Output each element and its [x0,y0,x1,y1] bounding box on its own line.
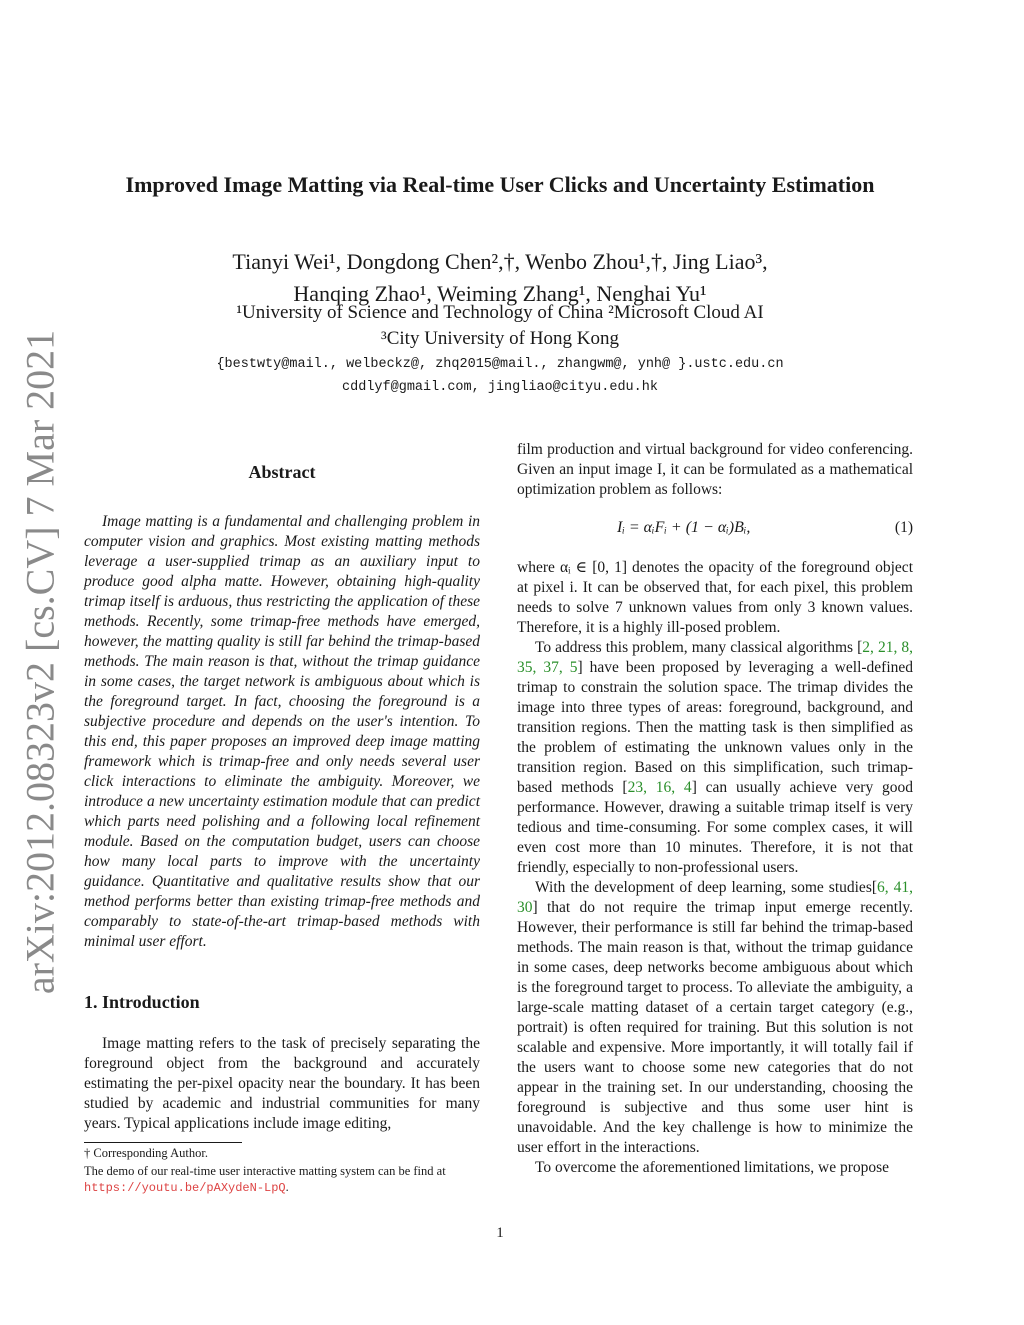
arxiv-watermark: arXiv:2012.08323v2 [cs.CV] 7 Mar 2021 [17,329,63,995]
right-paragraph-4: To overcome the aforementioned limitations, we propose [535,1159,890,1176]
abstract-text: Image matting is a fundamental and challenging problem in computer vision and graphics. Most existing matting methods leverage a user-supplied trimap as an auxiliary input to produce good alpha matte. However, obtaining high-quality trimap itself is arduous, thus restricting the application of these methods. Recently, some trimap-free methods have emerged, however, the matting quality is still far behind the trimap-based methods. The main reason is that, without the trimap guidance in some cases, the target network is ambiguous about which is the foreground target. In fact, choosing the foreground is a subjective procedure and depends on the user's intention. To this end, this paper proposes an improved deep image matting framework which is trimap-free and only needs several user click interactions to eliminate the ambiguity. Moreover, we introduce a new uncertainty estimation module that can predict which parts need polishing and a following local refinement module. Based on the computation budget, users can choose how many local parts to improve with the uncertainty guidance. Quantitative and qualitative results show that our method performs better than existing trimap-free methods and comparably to state-of-the-art trimap-based methods with minimal user effort. [84,513,480,950]
introduction-heading: 1. Introduction [84,992,200,1012]
right-paragraph-3: With the development of deep learning, some studies[6, 41, 30] that do not require the trimap input emerge recently. However, their performance is still far behind the trimap-based methods. The main reason is that, without the trimap guidance in some cases, deep networks become ambiguous about which is the foreground target to process. To alleviate the ambiguity, a large-scale matting dataset of a certain target category (e.g., portrait) is often required for training. But this solution is not scalable and expensive. More importantly, it will totally fail if the users want to choose some new categories that do not appear in the training set. In our understanding, choosing the foreground is subjective and thus some user hint is unavoidable. And the key challenge is how to minimize the user effort in the interactions. [517,879,913,1156]
page-number: 1 [496,1225,504,1241]
affiliation-line-2: ³City University of Hong Kong [381,328,619,349]
citation-link[interactable]: 2, 21, 8, 35, 37, 5 [517,639,913,676]
citation-link[interactable]: 23, 16, 4 [627,779,692,796]
authors-line-2: Hanqing Zhao¹, Weiming Zhang¹, Nenghai Yu¹ [293,281,707,306]
equation-formula: Iᵢ = αᵢFᵢ + (1 − αᵢ)Bᵢ, [617,519,751,536]
right-paragraph-0: film production and virtual background for video conferencing. Given an input image I, it can be formulated as a mathematical optimization problem as follows: [517,441,913,498]
demo-link[interactable]: https://youtu.be/pAXydeN-LpQ [84,1181,286,1195]
author-emails [0,353,1000,399]
affiliations [0,300,1000,352]
paper-title: Improved Image Matting via Real-time User Clicks and Uncertainty Estimation [125,172,875,197]
right-column [517,440,913,1178]
affiliation-line-1: ¹University of Science and Technology of China ²Microsoft Cloud AI [236,302,764,323]
authors-line-1: Tianyi Wei¹, Dongdong Chen²,†, Wenbo Zhou¹,†, Jing Liao³, [232,249,768,274]
equation-number: (1) [894,519,913,536]
left-column [84,440,480,1196]
right-paragraph-1: where αᵢ ∈ [0, 1] denotes the opacity of the foreground object at pixel i. It can be observed that, for each pixel, this problem needs to solve 7 unknown values from only 3 known values. Therefore, it is a highly ill-posed problem. [517,559,913,636]
footnote-demo: The demo of our real-time user interactive matting system can be find at https://youtu.be/pAXydeN-LpQ. [84,1164,446,1195]
footnote-rule [84,1142,242,1143]
emails-line-2: cddlyf@gmail.com, jingliao@cityu.edu.hk [342,380,658,395]
equation-1 [517,506,913,550]
citation-link[interactable]: 6, 41, 30 [517,879,913,916]
abstract-heading: Abstract [248,462,316,482]
right-paragraph-2: To address this problem, many classical algorithms [2, 21, 8, 35, 37, 5] have been proposed by leveraging a well-defined trimap to constrain the solution space. The trimap divides the image into three types of areas: foreground, background, and transition regions. Then the matting task is then simplified as the problem of estimating the unknown values only in the transition region. Based on this simplification, such trimap-based methods [23, 16, 4] can usually achieve very good performance. However, drawing a suitable trimap itself is very tedious and time-consuming. For some complex cases, it will even cost more than 10 minutes. Therefore, it is not that friendly, especially to non-professional users. [517,639,914,876]
intro-paragraph-1: Image matting refers to the task of precisely separating the foreground object from the background and accurately estimating the per-pixel opacity near the boundary. It has been studied by academic and industrial communities for many years. Typical applications include image editing, [84,1035,480,1132]
emails-line-1: {bestwty@mail., welbeckz@, zhq2015@mail., zhangwm@, ynh@ }.ustc.edu.cn [216,357,784,372]
footnote-corresponding: † Corresponding Author. [84,1146,208,1160]
footnote-demo-text: The demo of our real-time user interactive matting system can be find at [84,1164,446,1178]
